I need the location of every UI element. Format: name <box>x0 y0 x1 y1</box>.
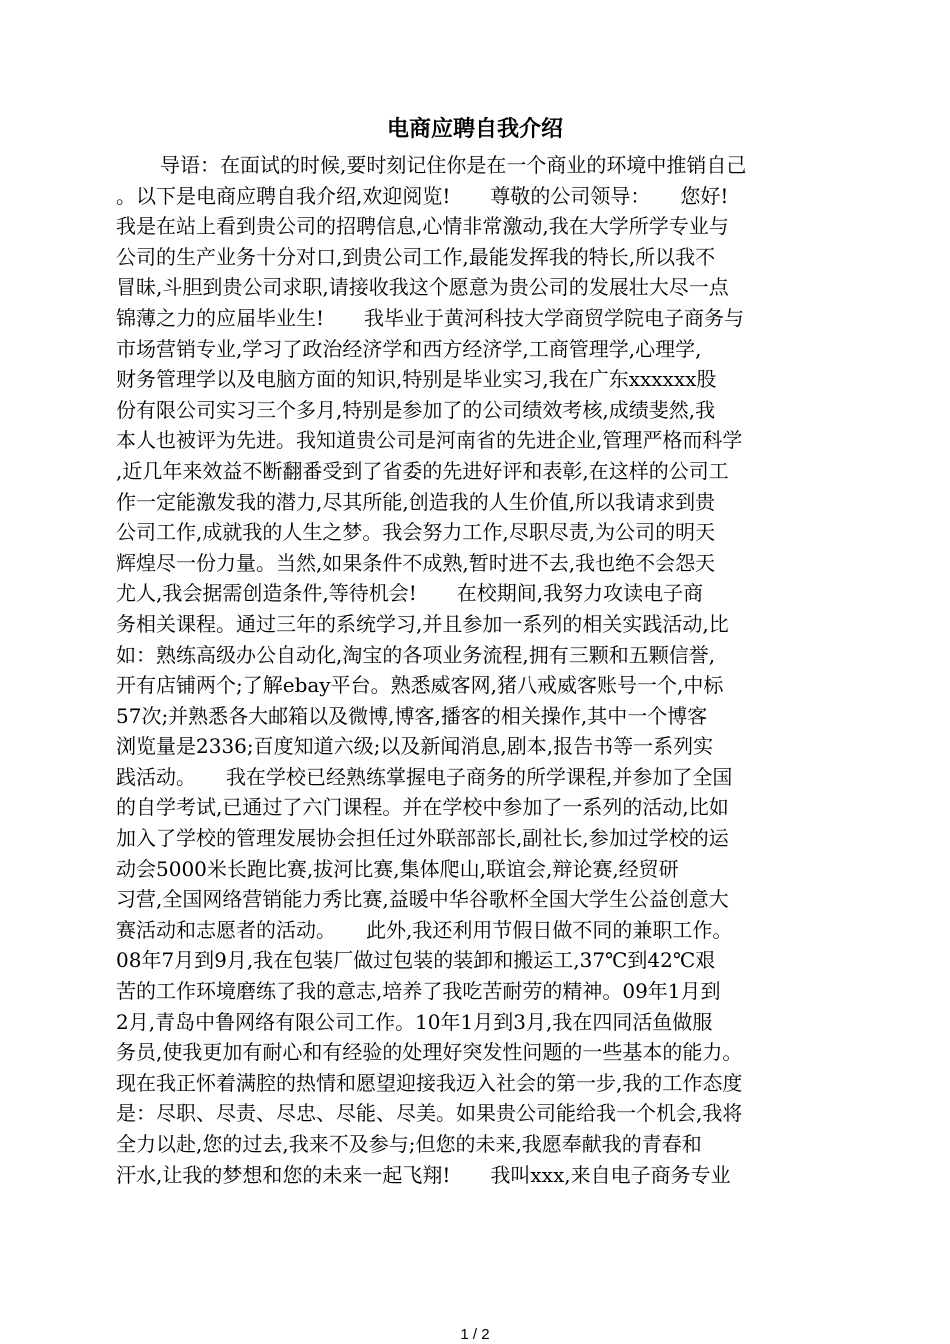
body-text-line: 2月,青岛中鲁网络有限公司工作。10年1月到3月,我在四同活鱼做服 <box>116 1009 713 1034</box>
body-text-line: 公司工作,成就我的人生之梦。我会努力工作,尽职尽责,为公司的明天 <box>116 520 716 545</box>
body-text-line: 践活动。 我在学校已经熟练掌握电子商务的所学课程,并参加了全国 <box>116 764 733 789</box>
body-text-line: ,近几年来效益不断翻番受到了省委的先进好评和表彰,在这样的公司工 <box>116 458 729 483</box>
body-text-line: 务员,使我更加有耐心和有经验的处理好突发性问题的一些基本的能力。 <box>116 1040 743 1065</box>
body-text-line: 08年7月到9月,我在包装厂做过包装的装卸和搬运工,37℃到42℃艰 <box>116 948 716 973</box>
body-text-line: 习营,全国网络营销能力秀比赛,益暖中华谷歌杯全国大学生公益创意大 <box>116 887 729 912</box>
body-text-line: 作一定能激发我的潜力,尽其所能,创造我的人生价值,所以我请求到贵 <box>116 489 716 514</box>
body-text-line: 赛活动和志愿者的活动。 此外,我还利用节假日做不同的兼职工作。 <box>116 917 733 942</box>
body-text-line: 本人也被评为先进。我知道贵公司是河南省的先进企业,管理严格而科学 <box>116 428 743 453</box>
body-text-line: 加入了学校的管理发展协会担任过外联部部长,副社长,参加过学校的运 <box>116 826 729 851</box>
body-text-line: 份有限公司实习三个多月,特别是参加了的公司绩效考核,成绩斐然,我 <box>116 397 716 422</box>
body-text-line: 全力以赴,您的过去,我来不及参与;但您的未来,我愿奉献我的青春和 <box>116 1132 702 1156</box>
body-text-line: 导语：在面试的时候,要时刻记住你是在一个商业的环境中推销自己 <box>160 153 747 177</box>
body-text-line: 动会5000米长跑比赛,拔河比赛,集体爬山,联谊会,辩论赛,经贸研 <box>116 856 679 881</box>
body-text-line: 。以下是电商应聘自我介绍,欢迎阅览! 尊敬的公司领导： 您好! <box>116 183 729 208</box>
body-text-line: 开有店铺两个;了解ebay平台。熟悉威客网,猪八戒威客账号一个,中标 <box>116 673 724 698</box>
document-body <box>116 150 826 1190</box>
body-text-line: 是：尽职、尽责、尽忠、尽能、尽美。如果贵公司能给我一个机会,我将 <box>116 1101 743 1126</box>
body-text-line: 汗水,让我的梦想和您的未来一起飞翔! 我叫xxx,来自电子商务专业 <box>116 1162 731 1187</box>
body-text-line: 尤人,我会据需创造条件,等待机会! 在校期间,我努力攻读电子商 <box>116 581 704 606</box>
body-text-line: 如：熟练高级办公自动化,淘宝的各项业务流程,拥有三颗和五颗信誉, <box>116 642 716 667</box>
page-number: 1 / 2 <box>460 1326 490 1343</box>
body-text-line: 冒昧,斗胆到贵公司求职,请接收我这个愿意为贵公司的发展壮大尽一点 <box>116 275 729 300</box>
body-text-line: 现在我正怀着满腔的热情和愿望迎接我迈入社会的第一步,我的工作态度 <box>116 1070 743 1095</box>
body-text-line: 的自学考试,已通过了六门课程。并在学校中参加了一系列的活动,比如 <box>116 795 729 820</box>
body-text-line: 务相关课程。通过三年的系统学习,并且参加一系列的相关实践活动,比 <box>116 611 729 636</box>
body-text-line: 我是在站上看到贵公司的招聘信息,心情非常激动,我在大学所学专业与 <box>116 214 729 239</box>
body-text-line: 辉煌尽一份力量。当然,如果条件不成熟,暂时进不去,我也绝不会怨天 <box>116 550 716 575</box>
body-text-line: 公司的生产业务十分对口,到贵公司工作,最能发挥我的特长,所以我不 <box>116 244 716 269</box>
body-text-line: 57次;并熟悉各大邮箱以及微博,博客,播客的相关操作,其中一个博客 <box>116 703 708 728</box>
document-title: 电商应聘自我介绍 <box>386 116 563 142</box>
body-text-line: 锦薄之力的应届毕业生! 我毕业于黄河科技大学商贸学院电子商务与 <box>116 305 745 330</box>
body-text-line: 市场营销专业,学习了政治经济学和西方经济学,工商管理学,心理学, <box>116 336 702 361</box>
body-text-line: 浏览量是2336;百度知道六级;以及新闻消息,剧本,报告书等一系列实 <box>116 734 714 759</box>
body-text-line: 财务管理学以及电脑方面的知识,特别是毕业实习,我在广东xxxxxx股 <box>116 367 717 392</box>
body-text-line: 苦的工作环境磨练了我的意志,培养了我吃苦耐劳的精神。09年1月到 <box>116 979 721 1004</box>
